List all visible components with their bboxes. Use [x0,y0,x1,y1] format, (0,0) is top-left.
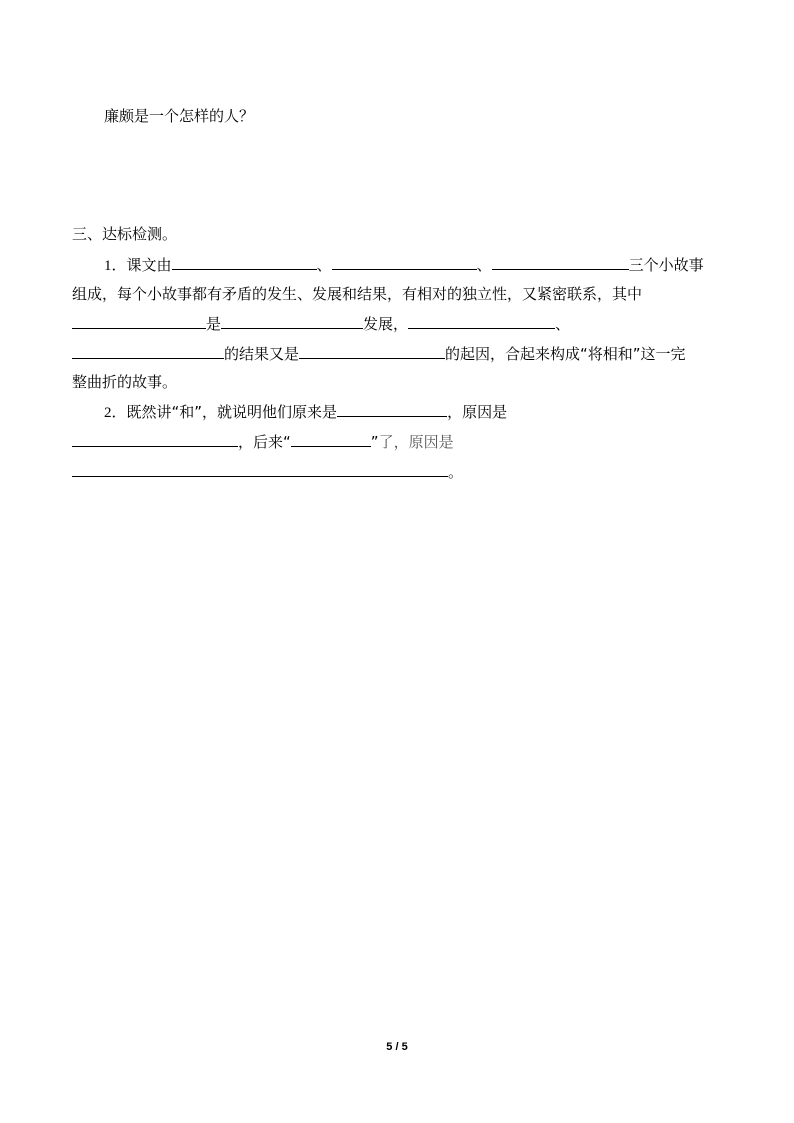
item2-quote-close: ” [370,433,379,451]
item2-end: 。 [448,463,464,481]
item2-reason-label-2: 了，原因是 [378,433,454,451]
item2-line1 [104,401,507,423]
blank-reason-2[interactable] [72,461,448,477]
item1-line3 [72,313,570,334]
section-heading: 三、达标检测。 [72,225,178,243]
separator: 、 [555,315,571,333]
item1-shi: 是 [206,315,222,333]
item1-jieguo: 的结果又是 [224,345,300,363]
item1-tail: 的起因，合起来构成“将相和”这一完 [445,345,686,363]
page-number: 5 / 5 [386,1041,408,1053]
blank-story-2[interactable] [332,254,477,270]
blank-story-a[interactable] [72,313,206,329]
blank-story-d[interactable] [72,343,224,359]
item1-line4 [72,343,686,364]
item1-line1 [104,254,704,276]
blank-story-3[interactable] [492,254,629,270]
question-text: 廉颇是一个怎样的人？ [104,107,255,125]
item2-reason-label: ，原因是 [447,403,508,421]
blank-story-1[interactable] [172,254,317,270]
item1-intro: 课文由 [126,256,172,274]
item1-three-stories: 三个小故事 [628,256,704,274]
blank-later-word[interactable] [291,431,371,447]
item2-line2 [72,431,454,452]
item1-line5: 整曲折的故事。 [72,373,178,391]
blank-story-e[interactable] [299,343,445,359]
separator: 、 [316,256,332,274]
item2-later: ，后来“ [238,433,291,451]
item2-number: 2． [104,405,127,421]
item1-number: 1． [104,258,127,274]
blank-story-c[interactable] [408,313,555,329]
item1-line2: 组成，每个小故事都有矛盾的发生、发展和结果，有相对的独立性，又紧密联系，其中 [72,285,643,303]
blank-story-b[interactable] [221,313,363,329]
item1-fazhan: 发展， [363,315,409,333]
blank-original-relation[interactable] [337,401,447,417]
blank-reason-1[interactable] [72,431,238,447]
item2-intro: 既然讲“和”，就说明他们原来是 [126,403,338,421]
item2-line3 [72,461,463,482]
separator: 、 [476,256,492,274]
